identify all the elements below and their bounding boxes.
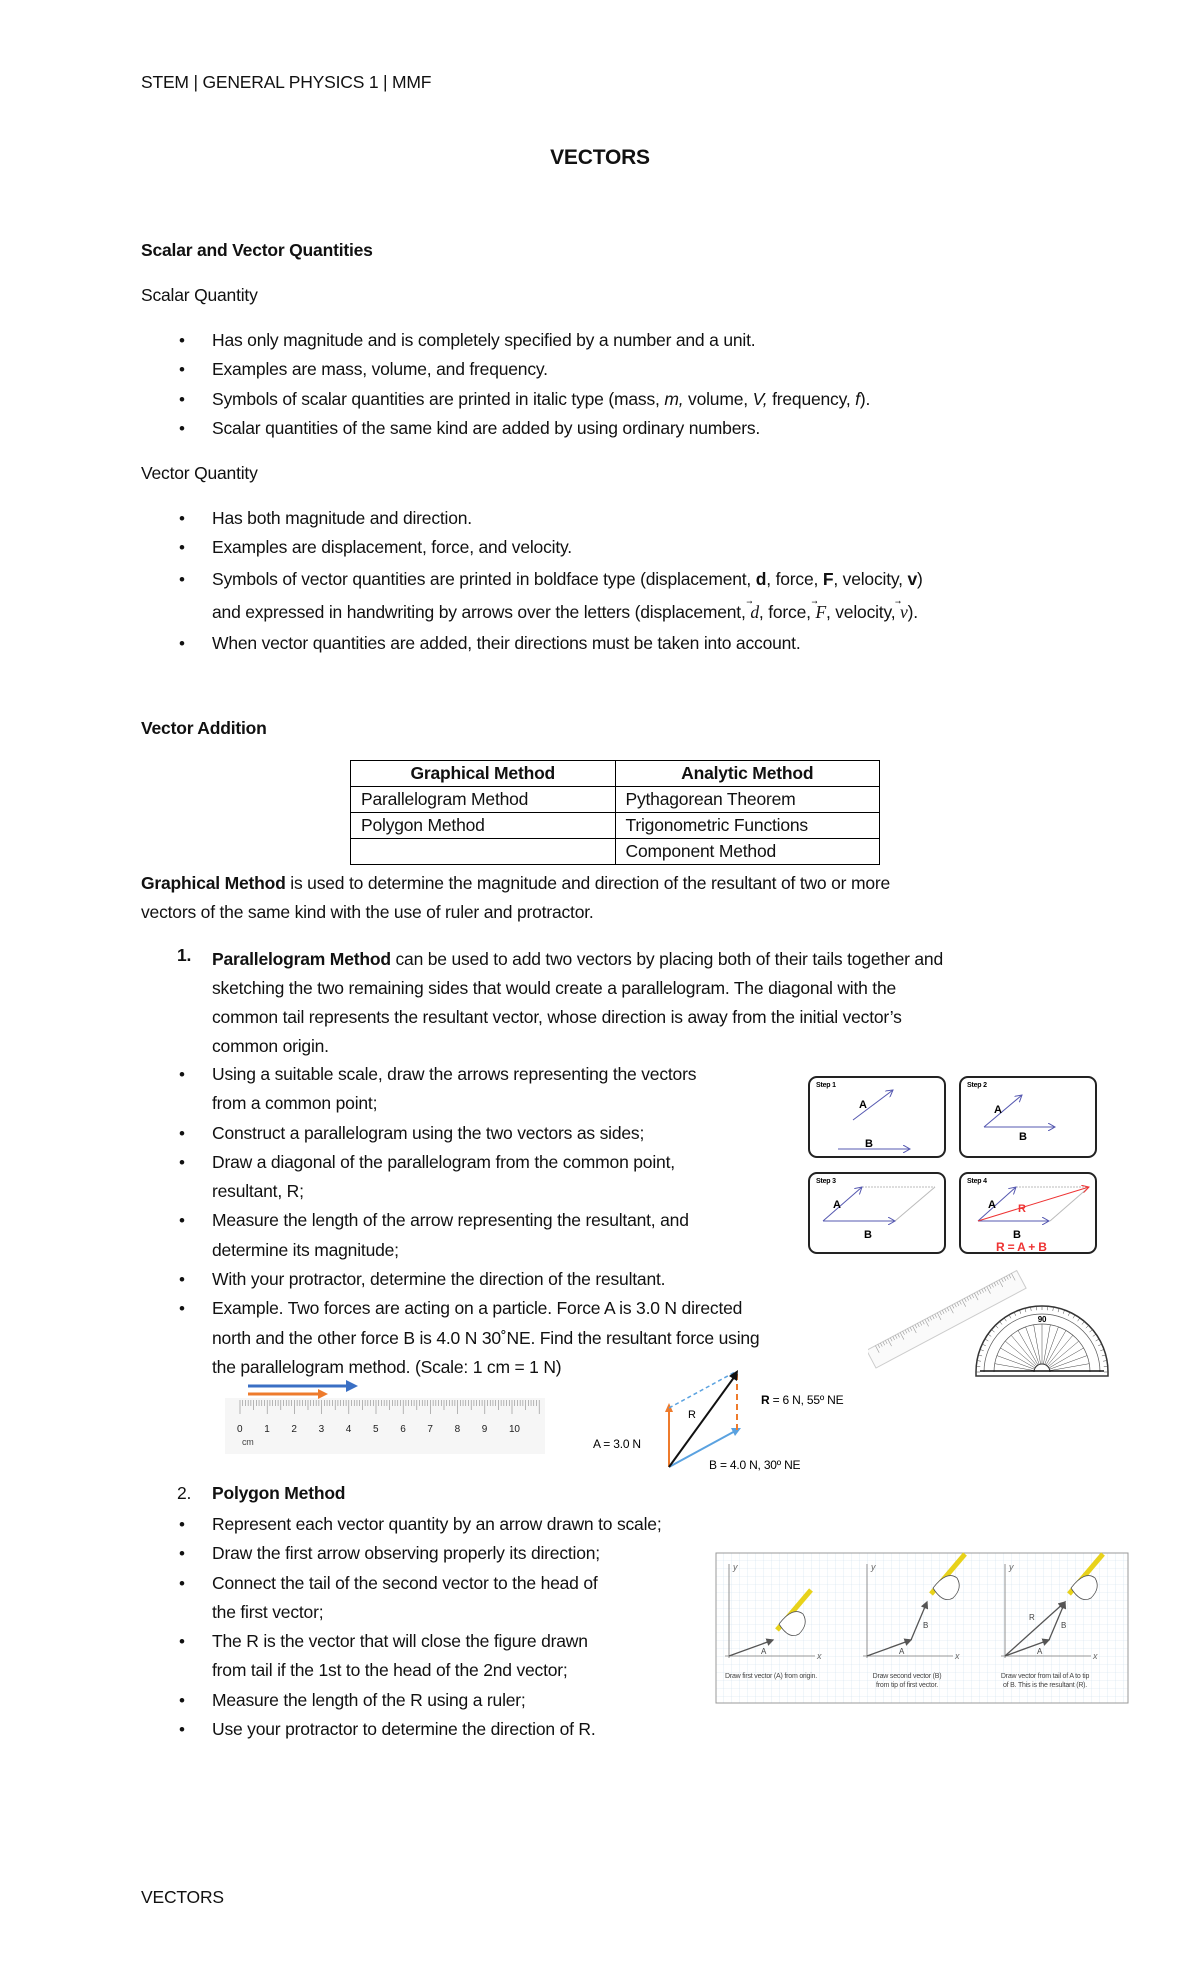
text: ). — [859, 388, 871, 409]
label-a: A = 3.0 N — [593, 1437, 641, 1451]
bullet: • Examples are displacement, force, and velocity. — [141, 533, 923, 562]
r: R — [761, 1393, 770, 1407]
arrowhead — [346, 1380, 358, 1392]
label-a: A — [833, 1199, 841, 1211]
text: , velocity, — [833, 568, 908, 589]
text: and expressed in handwriting by arrows over the letters (displacement, — [212, 601, 751, 622]
y-label: y — [733, 1562, 738, 1572]
protractor-90-label: 90 — [1037, 1315, 1047, 1324]
line: common origin. — [212, 1036, 329, 1056]
text: Symbols of vector quantities are printed in boldface type (displacement, — [212, 568, 756, 589]
page-header: STEM | GENERAL PHYSICS 1 | MMF — [141, 72, 432, 92]
symbol-v: v — [907, 568, 917, 589]
letter: F — [815, 601, 826, 622]
table-cell — [351, 839, 616, 865]
bullet — [141, 563, 923, 629]
bullet: • When vector quantities are added, their directions must be taken into account. — [141, 629, 923, 658]
arrowhead — [318, 1389, 328, 1399]
line: sketching the two remaining sides that would create a parallelogram. The diagonal with the — [212, 978, 897, 998]
example-resultant-diagram — [585, 1368, 865, 1473]
ruler-label: 7 — [427, 1424, 433, 1435]
ruler-label: 9 — [481, 1424, 488, 1435]
bullet — [141, 1569, 661, 1628]
label-r: R — [688, 1409, 696, 1421]
caption: from tip of first vector. — [876, 1682, 938, 1689]
term: Parallelogram Method — [212, 949, 391, 969]
table-cell: Polygon Method — [351, 813, 616, 839]
label-a: A — [859, 1099, 867, 1111]
ruler-label: 1 — [264, 1424, 270, 1435]
polygon-method-figure — [715, 1552, 1130, 1705]
step-label: Step 3 — [816, 1178, 836, 1185]
bullet: • Draw the first arrow observing properly its direction; — [141, 1539, 661, 1568]
label-a: A — [899, 1647, 905, 1656]
section-heading-scalar-vector: Scalar and Vector Quantities — [141, 240, 373, 260]
step-4-panel — [960, 1173, 1096, 1254]
label-b: B — [1061, 1621, 1067, 1630]
x-label: x — [1093, 1651, 1098, 1661]
ruler-label: 5 — [373, 1424, 379, 1435]
text: north and the other force B is 4.0 N 30˚NE. Find the resultant force using — [212, 1327, 760, 1348]
text: the first vector; — [212, 1601, 324, 1622]
symbol-m: m, — [664, 388, 684, 409]
text: ) — [916, 568, 923, 589]
line: common tail represents the resultant vector, whose direction is away from the initial vector’s — [212, 1007, 902, 1027]
text: The R is the vector that will close the figure drawn — [212, 1631, 588, 1652]
arrow-symbol-f — [815, 602, 826, 622]
label-b: B — [864, 1229, 872, 1241]
label-b: B — [923, 1621, 929, 1630]
step-label: Step 4 — [967, 1178, 987, 1185]
ruler-body — [225, 1398, 545, 1454]
label-a: A — [761, 1647, 767, 1656]
table-header: Analytic Method — [615, 761, 880, 787]
ruler-label: 10 — [509, 1424, 520, 1435]
text: the parallelogram method. (Scale: 1 cm = 1 N) — [212, 1356, 562, 1377]
text: Example. Two forces are acting on a particle. Force A is 3.0 N directed — [212, 1298, 743, 1319]
caption: of B. This is the resultant (R). — [1002, 1682, 1088, 1689]
bullet: • Construct a parallelogram using the two vectors as sides; — [141, 1119, 759, 1148]
text: frequency, — [767, 388, 856, 409]
parallelogram-bullets — [141, 1060, 759, 1382]
table-cell: Pythagorean Theorem — [615, 787, 880, 813]
symbol-d: d — [755, 568, 767, 589]
ruler-unit: cm — [242, 1437, 254, 1447]
symbol-f: f — [855, 388, 860, 409]
label-b: B — [1013, 1229, 1021, 1241]
symbol-f: F — [822, 568, 834, 589]
graphical-method-paragraph-line2: vectors of the same kind with the use of ruler and protractor. — [141, 902, 594, 922]
bullet: • Measure the length of the R using a ruler; — [141, 1686, 661, 1715]
x-label: x — [955, 1651, 960, 1661]
text: from a common point; — [212, 1093, 378, 1114]
ruler-label: 3 — [318, 1424, 324, 1435]
label-r: R — [1018, 1203, 1026, 1215]
text: , force, — [766, 568, 823, 589]
scalar-bullets — [141, 326, 870, 443]
label-a: A — [988, 1199, 996, 1211]
bullet — [141, 1627, 661, 1686]
text: can be used to add two vectors by placing both of their tails together and — [390, 949, 943, 969]
y-label: y — [1009, 1562, 1014, 1572]
letter: d — [750, 601, 759, 622]
section-heading-vector-addition: Vector Addition — [141, 718, 267, 738]
label-a: A — [1037, 1647, 1043, 1656]
parallelogram-description — [212, 945, 943, 1061]
bullet — [141, 385, 870, 414]
resultant-equation: R = A + B — [996, 1240, 1047, 1254]
table-cell: Component Method — [615, 839, 880, 865]
table-row — [351, 839, 880, 865]
bullet: • With your protractor, determine the direction of the resultant. — [141, 1265, 759, 1294]
caption: Draw first vector (A) from origin. — [725, 1673, 817, 1680]
bullet — [141, 1060, 759, 1119]
text: determine its magnitude; — [212, 1239, 399, 1260]
label-r: R — [1029, 1613, 1035, 1622]
step-label: Step 1 — [816, 1082, 836, 1089]
bullet: • Examples are mass, volume, and frequency. — [141, 355, 870, 384]
polygon-method-heading: Polygon Method — [212, 1483, 346, 1503]
bullet: • Represent each vector quantity by an arrow drawn to scale; — [141, 1510, 661, 1539]
label-a: A — [994, 1104, 1002, 1116]
ruler-label: 2 — [291, 1424, 297, 1435]
table-row — [351, 813, 880, 839]
example-ruler-figure — [220, 1380, 550, 1455]
text: Connect the tail of the second vector to the head of — [212, 1572, 598, 1593]
bullet: • Use your protractor to determine the direction of R. — [141, 1715, 661, 1744]
step-2-panel — [960, 1077, 1096, 1157]
polygon-bullets — [141, 1510, 661, 1744]
text: resultant, R; — [212, 1181, 304, 1202]
text: Draw a diagonal of the parallelogram from the common point, — [212, 1151, 675, 1172]
vector-quantity-label: Vector Quantity — [141, 463, 258, 483]
table-row — [351, 787, 880, 813]
label-r-value — [761, 1393, 844, 1407]
bullet: • Has only magnitude and is completely specified by a number and a unit. — [141, 326, 870, 355]
list-number: 1. — [177, 945, 192, 965]
ruler-label: 4 — [345, 1424, 352, 1435]
ruler-label: 8 — [454, 1424, 460, 1435]
parallelogram-steps-figure — [806, 1073, 1106, 1255]
bullet: • Has both magnitude and direction. — [141, 504, 923, 533]
page-footer: VECTORS — [141, 1887, 224, 1907]
symbol-v: V, — [752, 388, 768, 409]
caption: Draw second vector (B) — [872, 1673, 942, 1680]
bullet — [141, 1206, 759, 1265]
step-label: Step 2 — [967, 1082, 987, 1089]
arrow-symbol-v — [900, 602, 908, 622]
text: , force, — [758, 601, 816, 622]
scalar-quantity-label: Scalar Quantity — [141, 285, 258, 305]
list-number: 2. — [177, 1483, 192, 1503]
text: volume, — [683, 388, 753, 409]
ruler-label: 0 — [237, 1424, 243, 1435]
line — [212, 945, 943, 974]
protractor — [967, 1306, 1108, 1376]
page-title: VECTORS — [550, 146, 650, 169]
caption: Draw vector from tail of A to tip — [1000, 1673, 1090, 1680]
letter: v — [900, 601, 908, 622]
label-b: B — [865, 1138, 873, 1150]
arrow-symbol-d — [750, 602, 759, 622]
table-header: Graphical Method — [351, 761, 616, 787]
ruler-label: 6 — [400, 1424, 406, 1435]
text: from tail if the 1st to the head of the 2nd vector; — [212, 1660, 568, 1681]
term: Graphical Method — [141, 873, 286, 893]
label-b: B = 4.0 N, 30º NE — [709, 1458, 801, 1472]
y-label: y — [871, 1562, 876, 1572]
table-cell: Trigonometric Functions — [615, 813, 880, 839]
bullet — [141, 1148, 759, 1207]
methods-table — [350, 760, 880, 865]
text: , velocity, — [825, 601, 901, 622]
text: Measure the length of the arrow representing the resultant, and — [212, 1210, 689, 1231]
ruler-protractor-figure — [868, 1262, 1118, 1380]
text: ). — [907, 601, 918, 622]
label-b: B — [1019, 1131, 1027, 1143]
bullet: • Scalar quantities of the same kind are added by using ordinary numbers. — [141, 414, 870, 443]
text: is used to determine the magnitude and direction of the resultant of two or more — [285, 873, 891, 893]
step-3-panel — [809, 1173, 945, 1253]
text: Using a suitable scale, draw the arrows representing the vectors — [212, 1064, 697, 1084]
table-header-row — [351, 761, 880, 787]
value: = 6 N, 55º NE — [769, 1393, 844, 1407]
vector-bullets — [141, 504, 923, 658]
table-cell: Parallelogram Method — [351, 787, 616, 813]
graphical-method-paragraph — [141, 873, 890, 894]
text: Symbols of scalar quantities are printed in italic type (mass, — [212, 388, 665, 409]
x-label: x — [817, 1651, 822, 1661]
step-1-panel — [809, 1077, 945, 1157]
